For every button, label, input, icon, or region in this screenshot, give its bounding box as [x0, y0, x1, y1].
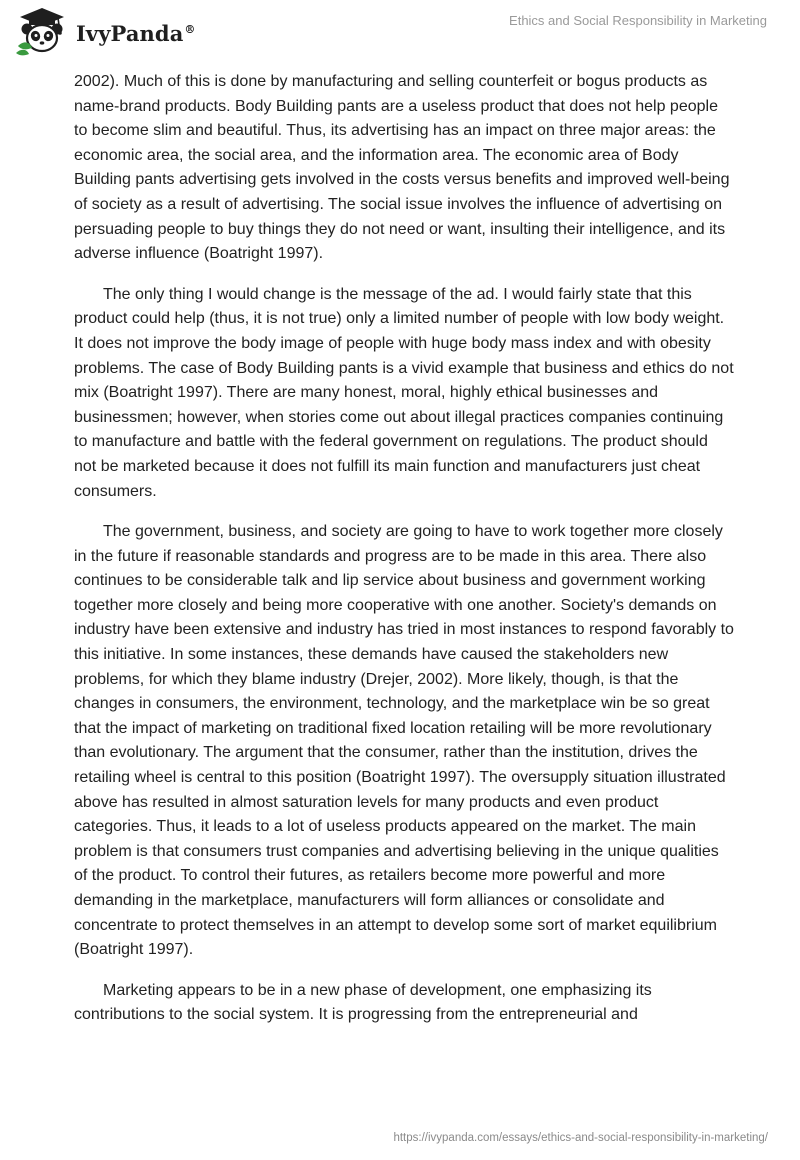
- ivypanda-logo[interactable]: [14, 6, 196, 56]
- essay-body: [74, 70, 734, 1044]
- document-title: Ethics and Social Responsibility in Marketing: [509, 13, 767, 28]
- panda-graduate-icon: [14, 6, 70, 56]
- paragraph: The government, business, and society are going to have to work together more closely in the future if reasonable standards and progress are to be made in this area. There also continues to be considerable talk and lip service about business and government working together more closely and being more cooperative with one another. Society's demands on industry have been extensive and industry has tried in most instances to respond favorably to this initiative. In some instances, these demands have caused the stakeholders new problems, for which they blame industry (Drejer, 2002). More likely, though, is that the changes in consumers, the environment, technology, and the marketplace win be so great that the impact of marketing on traditional fixed location retailing will be more revolutionary than evolutionary. The argument that the consumer, rather than the institution, drives the retailing wheel is central to this position (Boatright 1997). The oversupply situation illustrated above has resulted in almost saturation levels for many products and even product categories. Thus, it leads to a lot of useless products appeared on the market. The main problem is that consumers trust companies and advertising believing in the unique qualities of the product. To control their futures, as retailers become more powerful and more demanding in the marketplace, manufacturers will form alliances or consolidate and concentrate to protect themselves in an attempt to develop some sort of market equilibrium (Boatright 1997).: [74, 523, 734, 959]
- paragraph: The only thing I would change is the message of the ad. I would fairly state that this product could help (thus, it is not true) only a limited number of people with low body weight. It does not improve the body image of people with huge body mass index and with obesity problems. The case of Body Building pants is a vivid example that business and ethics do not mix (Boatright 1997). There are many honest, moral, highly ethical businesses and businessmen; however, when stories come out about illegal practices companies continuing to manufacture and battle with the federal government on regulations. The product should not be marketed because it does not fulfill its main function and manufacturers just cheat consumers.: [74, 285, 734, 500]
- paragraph: 2002). Much of this is done by manufacturing and selling counterfeit or bogus products as name-brand products. Body Building pants are a useless product that does not help people to become slim and beautiful. Thus, its advertising has an impact on three major areas: the economic area, the social area, and the information area. The economic area of Body Building pants advertising gets involved in the costs versus benefits and improved well-being of society as a result of advertising. The social issue involves the influence of advertising on persuading people to buy things they do not need or want, insulting their intelligence, and its adverse influence (Boatright 1997).: [74, 73, 730, 263]
- brand-name-text: IvyPanda: [76, 20, 184, 46]
- brand-name: [76, 21, 196, 46]
- source-url[interactable]: https://ivypanda.com/essays/ethics-and-social-responsibility-in-marketing/: [393, 1132, 768, 1144]
- page-header: [0, 0, 800, 64]
- paragraph: Marketing appears to be in a new phase of development, one emphasizing its contributions to the social system. It is progressing from the entrepreneurial and: [74, 981, 652, 1024]
- registered-mark: ®: [184, 22, 196, 36]
